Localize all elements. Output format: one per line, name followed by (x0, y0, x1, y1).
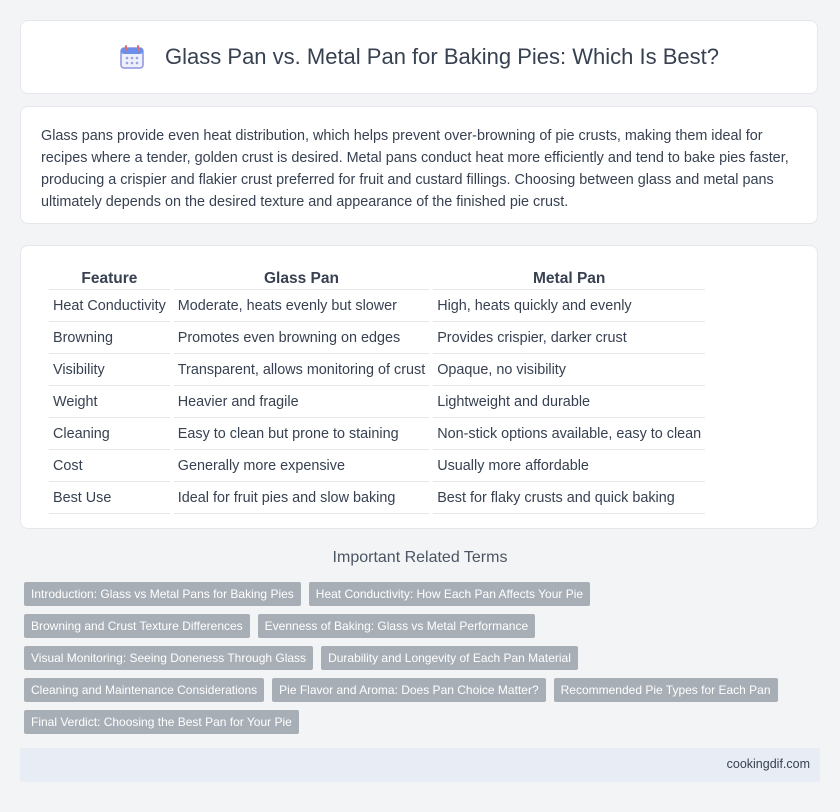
table-cell: Opaque, no visibility (433, 356, 705, 386)
table-cell: Browning (49, 324, 170, 354)
intro-text: Glass pans provide even heat distribution, which helps prevent over-browning of pie crusts, making them ideal for recipes where a tender, golden crust is desired. Metal pans conduct heat more efficiently and tend to bake pies faster, producing a crispier and flakier crust preferred for fruit and custard fillings. Choosing between glass and metal pans ultimately depends on the desired texture and appearance of the finished pie crust. (41, 128, 789, 210)
footer (20, 748, 820, 782)
related-term-tag[interactable]: Visual Monitoring: Seeing Doneness Through Glass (24, 646, 313, 670)
related-term-tag[interactable]: Final Verdict: Choosing the Best Pan for Your Pie (24, 710, 299, 734)
related-term-tag[interactable]: Recommended Pie Types for Each Pan (554, 678, 778, 702)
comparison-table (45, 264, 709, 516)
related-term-tag[interactable]: Durability and Longevity of Each Pan Material (321, 646, 578, 670)
table-cell: Cleaning (49, 420, 170, 450)
table-cell: Non-stick options available, easy to clean (433, 420, 705, 450)
table-row (49, 356, 705, 386)
table-row (49, 452, 705, 482)
table-row (49, 388, 705, 418)
table-cell: Lightweight and durable (433, 388, 705, 418)
table-row (49, 292, 705, 322)
table-cell: Heavier and fragile (174, 388, 429, 418)
table-row (49, 484, 705, 514)
related-terms-row (24, 582, 820, 606)
related-term-tag[interactable]: Evenness of Baking: Glass vs Metal Performance (258, 614, 535, 638)
table-cell: Best for flaky crusts and quick baking (433, 484, 705, 514)
related-terms-row (24, 678, 820, 702)
table-cell: Weight (49, 388, 170, 418)
table-cell: Easy to clean but prone to staining (174, 420, 429, 450)
table-row (49, 324, 705, 354)
table-cell: Visibility (49, 356, 170, 386)
related-term-tag[interactable]: Heat Conductivity: How Each Pan Affects Your Pie (309, 582, 590, 606)
table-cell: Generally more expensive (174, 452, 429, 482)
table-cell: Moderate, heats evenly but slower (174, 292, 429, 322)
table-header-row (49, 266, 705, 290)
table-cell: Transparent, allows monitoring of crust (174, 356, 429, 386)
related-term-tag[interactable]: Pie Flavor and Aroma: Does Pan Choice Matter? (272, 678, 545, 702)
related-term-tag[interactable]: Introduction: Glass vs Metal Pans for Baking Pies (24, 582, 301, 606)
related-terms-row (24, 710, 820, 734)
table-cell: Best Use (49, 484, 170, 514)
footer-site-link[interactable]: cookingdif.com (726, 757, 810, 771)
table-cell: Provides crispier, darker crust (433, 324, 705, 354)
page-title: Glass Pan vs. Metal Pan for Baking Pies: Which Is Best? (165, 44, 719, 69)
related-terms-title: Important Related Terms (332, 549, 508, 566)
calendar-icon (119, 44, 145, 70)
comparison-section (20, 245, 818, 529)
column-header: Metal Pan (433, 266, 705, 290)
table-cell: Ideal for fruit pies and slow baking (174, 484, 429, 514)
related-term-tag[interactable]: Cleaning and Maintenance Considerations (24, 678, 264, 702)
table-cell: Promotes even browning on edges (174, 324, 429, 354)
table-cell: Usually more affordable (433, 452, 705, 482)
page-header (20, 20, 818, 94)
table-cell: High, heats quickly and evenly (433, 292, 705, 322)
related-term-tag[interactable]: Browning and Crust Texture Differences (24, 614, 250, 638)
column-header: Feature (49, 266, 170, 290)
related-terms-list (24, 582, 820, 742)
related-terms-row (24, 646, 820, 670)
column-header: Glass Pan (174, 266, 429, 290)
related-terms-row (24, 614, 820, 638)
intro-section (20, 106, 818, 224)
table-row (49, 420, 705, 450)
table-cell: Cost (49, 452, 170, 482)
table-cell: Heat Conductivity (49, 292, 170, 322)
